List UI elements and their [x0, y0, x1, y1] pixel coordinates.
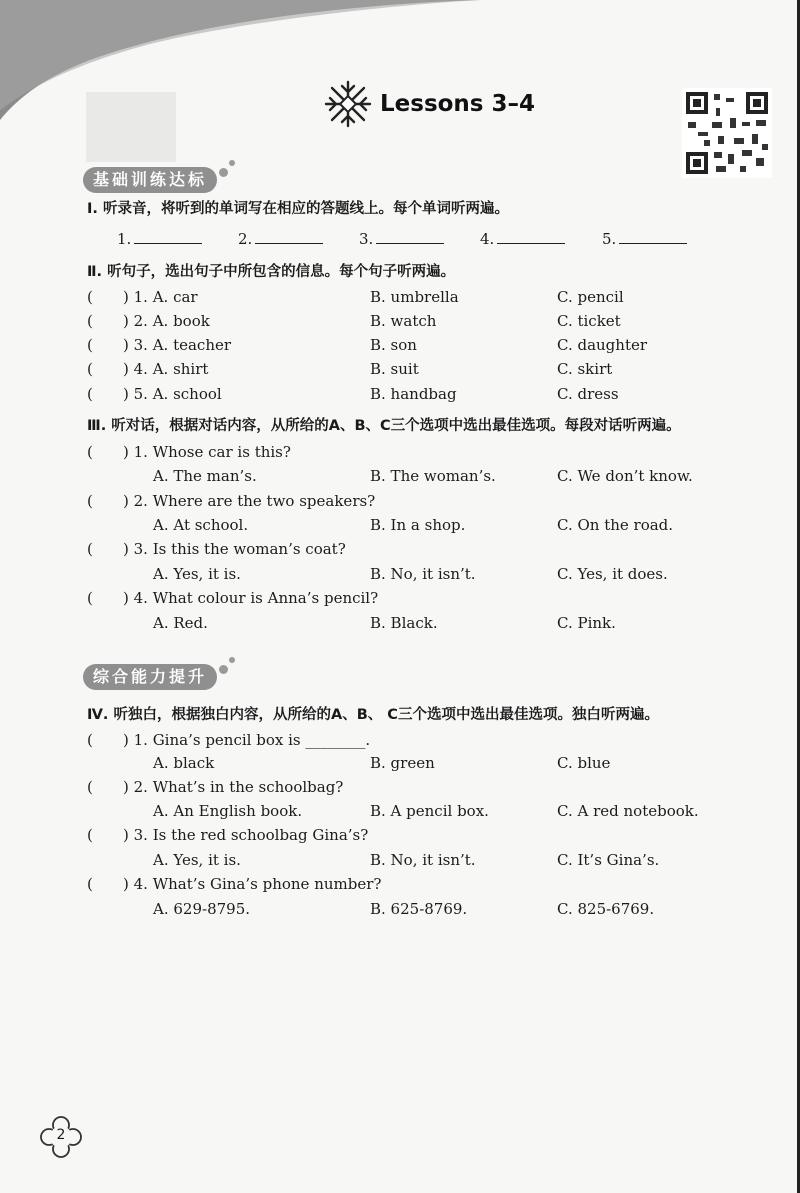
option-c: C. dress — [557, 385, 619, 403]
banner-dots — [217, 166, 237, 194]
option-c: C. Pink. — [557, 614, 616, 632]
answer-paren[interactable]: ( — [87, 288, 93, 306]
question-text: ) 3. Is this the woman’s coat? — [123, 540, 346, 558]
section-1-heading: Ⅰ. 听录音，将听到的单词写在相应的答题线上。每个单词听两遍。 — [87, 201, 509, 217]
answer-paren[interactable]: ( — [87, 778, 93, 796]
option-b: B. No, it isn’t. — [370, 851, 476, 869]
option-c: C. 825-6769. — [557, 900, 655, 918]
option-a: A. At school. — [153, 516, 249, 534]
blank-5[interactable] — [602, 230, 687, 248]
answer-paren[interactable]: ( — [87, 589, 93, 607]
option-c: C. It’s Gina’s. — [557, 851, 660, 869]
page-number-badge — [40, 1116, 82, 1158]
banner-basic-training — [83, 166, 237, 194]
option-c: C. ticket — [557, 312, 621, 330]
answer-paren[interactable]: ( — [87, 312, 93, 330]
blank-number: 1. — [117, 230, 132, 248]
answer-paren[interactable]: ( — [87, 385, 93, 403]
question-item: ) 2. A. book — [123, 312, 210, 330]
question-text: ) 4. What’s Gina’s phone number? — [123, 875, 382, 893]
question-text: ) 2. What’s in the schoolbag? — [123, 778, 344, 796]
answer-paren[interactable]: ( — [87, 336, 93, 354]
option-c: C. Yes, it does. — [557, 565, 668, 583]
answer-paren[interactable]: ( — [87, 360, 93, 378]
question-text: ) 2. Where are the two speakers? — [123, 492, 376, 510]
qr-code — [682, 88, 772, 178]
option-a: A. The man’s. — [153, 467, 257, 485]
answer-paren[interactable]: ( — [87, 443, 93, 461]
question-text: ) 3. Is the red schoolbag Gina’s? — [123, 826, 369, 844]
option-b: B. No, it isn’t. — [370, 565, 476, 583]
option-a: A. black — [153, 754, 215, 772]
banner-comprehensive — [83, 663, 237, 691]
answer-paren[interactable]: ( — [87, 540, 93, 558]
blank-3[interactable] — [359, 230, 444, 248]
blank-2[interactable] — [238, 230, 323, 248]
question-item: ) 1. A. car — [123, 288, 198, 306]
banner-dots — [217, 663, 237, 691]
banner-label: 基础训练达标 — [83, 167, 217, 193]
option-b: B. A pencil box. — [370, 802, 489, 820]
blank-number: 2. — [238, 230, 253, 248]
blank-number: 5. — [602, 230, 617, 248]
option-b: B. watch — [370, 312, 437, 330]
option-c: C. A red notebook. — [557, 802, 699, 820]
faint-qr-code — [86, 92, 176, 162]
option-a: A. Yes, it is. — [153, 565, 241, 583]
option-c: C. On the road. — [557, 516, 674, 534]
section-2-heading: Ⅱ. 听句子，选出句子中所包含的信息。每个句子听两遍。 — [87, 264, 456, 280]
blank-number: 4. — [480, 230, 495, 248]
banner-label: 综合能力提升 — [83, 664, 217, 690]
page-number: 2 — [56, 1127, 66, 1143]
blank-4[interactable] — [480, 230, 565, 248]
blank-number: 3. — [359, 230, 374, 248]
option-c: C. blue — [557, 754, 611, 772]
option-b: B. The woman’s. — [370, 467, 496, 485]
section-3-heading: Ⅲ. 听对话，根据对话内容，从所给的A、B、C三个选项中选出最佳选项。每段对话听两遍。 — [87, 418, 681, 434]
option-b: B. umbrella — [370, 288, 459, 306]
option-a: A. Yes, it is. — [153, 851, 241, 869]
question-text: ) 4. What colour is Anna’s pencil? — [123, 589, 379, 607]
option-c: C. daughter — [557, 336, 648, 354]
option-c: C. pencil — [557, 288, 624, 306]
lesson-title: Lessons 3–4 — [380, 91, 536, 117]
question-item: ) 4. A. shirt — [123, 360, 209, 378]
snowflake-icon — [322, 78, 374, 130]
blank-1[interactable] — [117, 230, 202, 248]
option-b: B. Black. — [370, 614, 438, 632]
option-b: B. 625-8769. — [370, 900, 468, 918]
option-b: B. green — [370, 754, 435, 772]
page-title — [322, 76, 535, 132]
option-b: B. handbag — [370, 385, 457, 403]
question-text: ) 1. Whose car is this? — [123, 443, 291, 461]
answer-paren[interactable]: ( — [87, 875, 93, 893]
question-item: ) 3. A. teacher — [123, 336, 232, 354]
option-b: B. son — [370, 336, 417, 354]
option-c: C. skirt — [557, 360, 613, 378]
option-a: A. 629-8795. — [153, 900, 251, 918]
option-c: C. We don’t know. — [557, 467, 693, 485]
option-a: A. Red. — [153, 614, 208, 632]
answer-paren[interactable]: ( — [87, 826, 93, 844]
option-b: B. In a shop. — [370, 516, 466, 534]
answer-paren[interactable]: ( — [87, 492, 93, 510]
section-4-heading: Ⅳ. 听独白，根据独白内容，从所给的A、B、 C三个选项中选出最佳选项。独白听两遍。 — [87, 707, 659, 723]
question-text: ) 1. Gina’s pencil box is ________. — [123, 731, 371, 749]
option-b: B. suit — [370, 360, 419, 378]
option-a: A. An English book. — [153, 802, 303, 820]
question-item: ) 5. A. school — [123, 385, 222, 403]
answer-paren[interactable]: ( — [87, 731, 93, 749]
